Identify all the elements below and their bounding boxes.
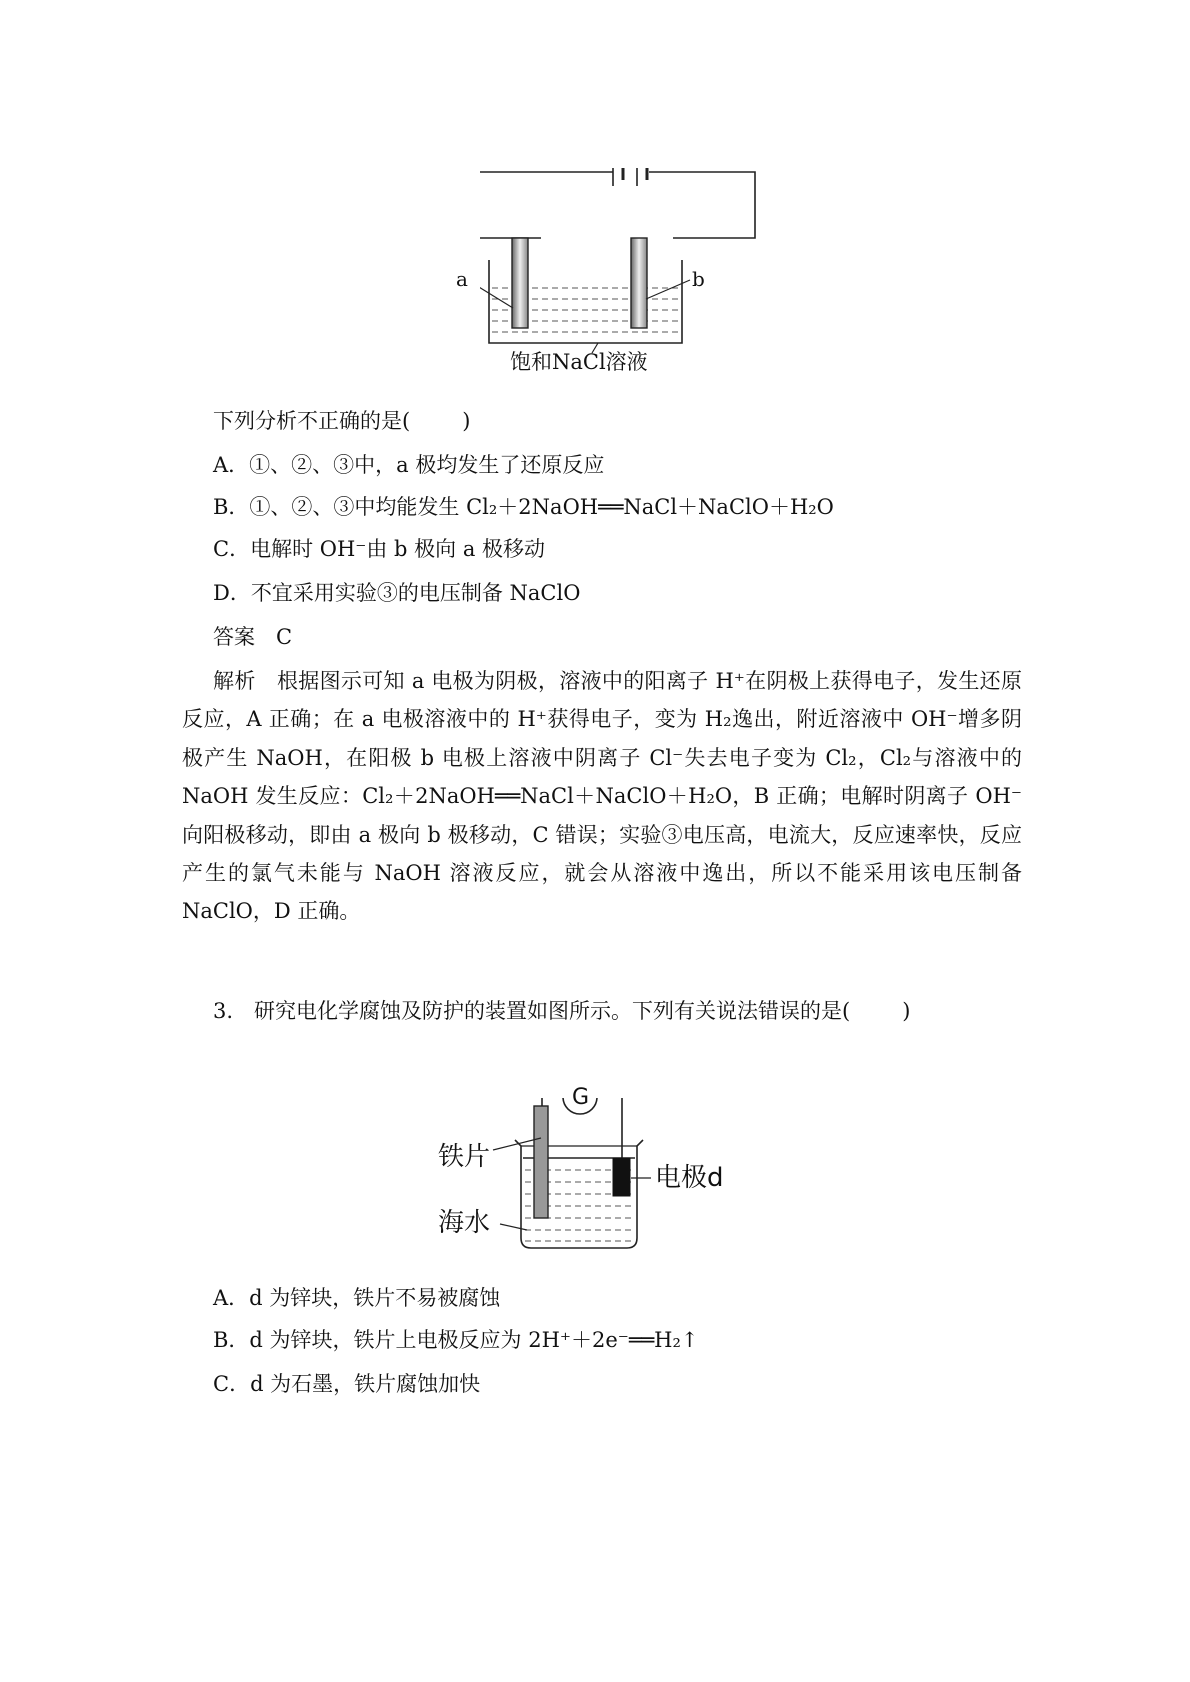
electrode-d-label: 电极d (655, 1163, 724, 1193)
galvanometer-label: G (572, 1085, 590, 1110)
battery-icon (613, 168, 647, 186)
q2-stem: 下列分析不正确的是( ) (213, 409, 471, 433)
circuit-wire (597, 1098, 622, 1158)
q3-option-a: A．d 为锌块，铁片不易被腐蚀 (213, 1286, 501, 1310)
figure1-caption: 饱和NaCl溶液 (510, 350, 648, 374)
q2-option-b: B．①、②、③中均能发生 Cl₂＋2NaOH══NaCl＋NaClO＋H₂O (213, 495, 834, 519)
corrosion-apparatus-diagram (455, 1098, 815, 1358)
iron-strip-label: 铁片 (438, 1142, 491, 1172)
q2-analysis: 解析 根据图示可知 a 电极为阴极，溶液中的阳离子 H⁺在阴极上获得电子，发生还原反应，A 正确；在 a 电极溶液中的 H⁺获得电子，变为 H₂逸出，附近溶液中 OH⁻增多阴极产生 NaOH，在阳极 b 电极上溶液中阴离子 Cl⁻失去电子变为 Cl₂，Cl₂与溶液中的 NaOH 发生反应：Cl₂＋2NaOH══NaCl＋NaClO＋H₂O，B 正确；电解时阴离子 OH⁻向阳极移动，即由 a 极向 b 极移动，C 错误；实验③电压高，电流大，反应速率快，反应产生的氯气未能与 NaOH 溶液反应，就会从溶液中逸出，所以不能采用该电压制备 NaClO，D 正确。 (182, 669, 1022, 924)
iron-strip (534, 1106, 548, 1218)
circuit-wire (480, 172, 613, 238)
q2-option-d: D．不宜采用实验③的电压制备 NaClO (213, 581, 581, 605)
circuit-wire (649, 172, 755, 238)
electrode-a (512, 238, 528, 328)
seawater-label: 海水 (438, 1208, 491, 1238)
label-a: a (456, 267, 468, 291)
electrode-d (613, 1158, 630, 1196)
electrolysis-cell-diagram (480, 168, 780, 418)
electrode-b (631, 238, 647, 328)
q2-option-a: A．①、②、③中，a 极均发生了还原反应 (213, 453, 605, 477)
q3-option-c: C．d 为石墨，铁片腐蚀加快 (213, 1372, 481, 1396)
label-b: b (692, 267, 705, 291)
q2-answer: 答案 C (213, 625, 293, 649)
q2-option-c: C．电解时 OH⁻由 b 极向 a 极移动 (213, 537, 546, 561)
q3-option-b: B．d 为锌块，铁片上电极反应为 2H⁺＋2e⁻══H₂↑ (213, 1328, 699, 1352)
q3-stem: 3. 研究电化学腐蚀及防护的装置如图所示。下列有关说法错误的是( ) (213, 999, 911, 1023)
